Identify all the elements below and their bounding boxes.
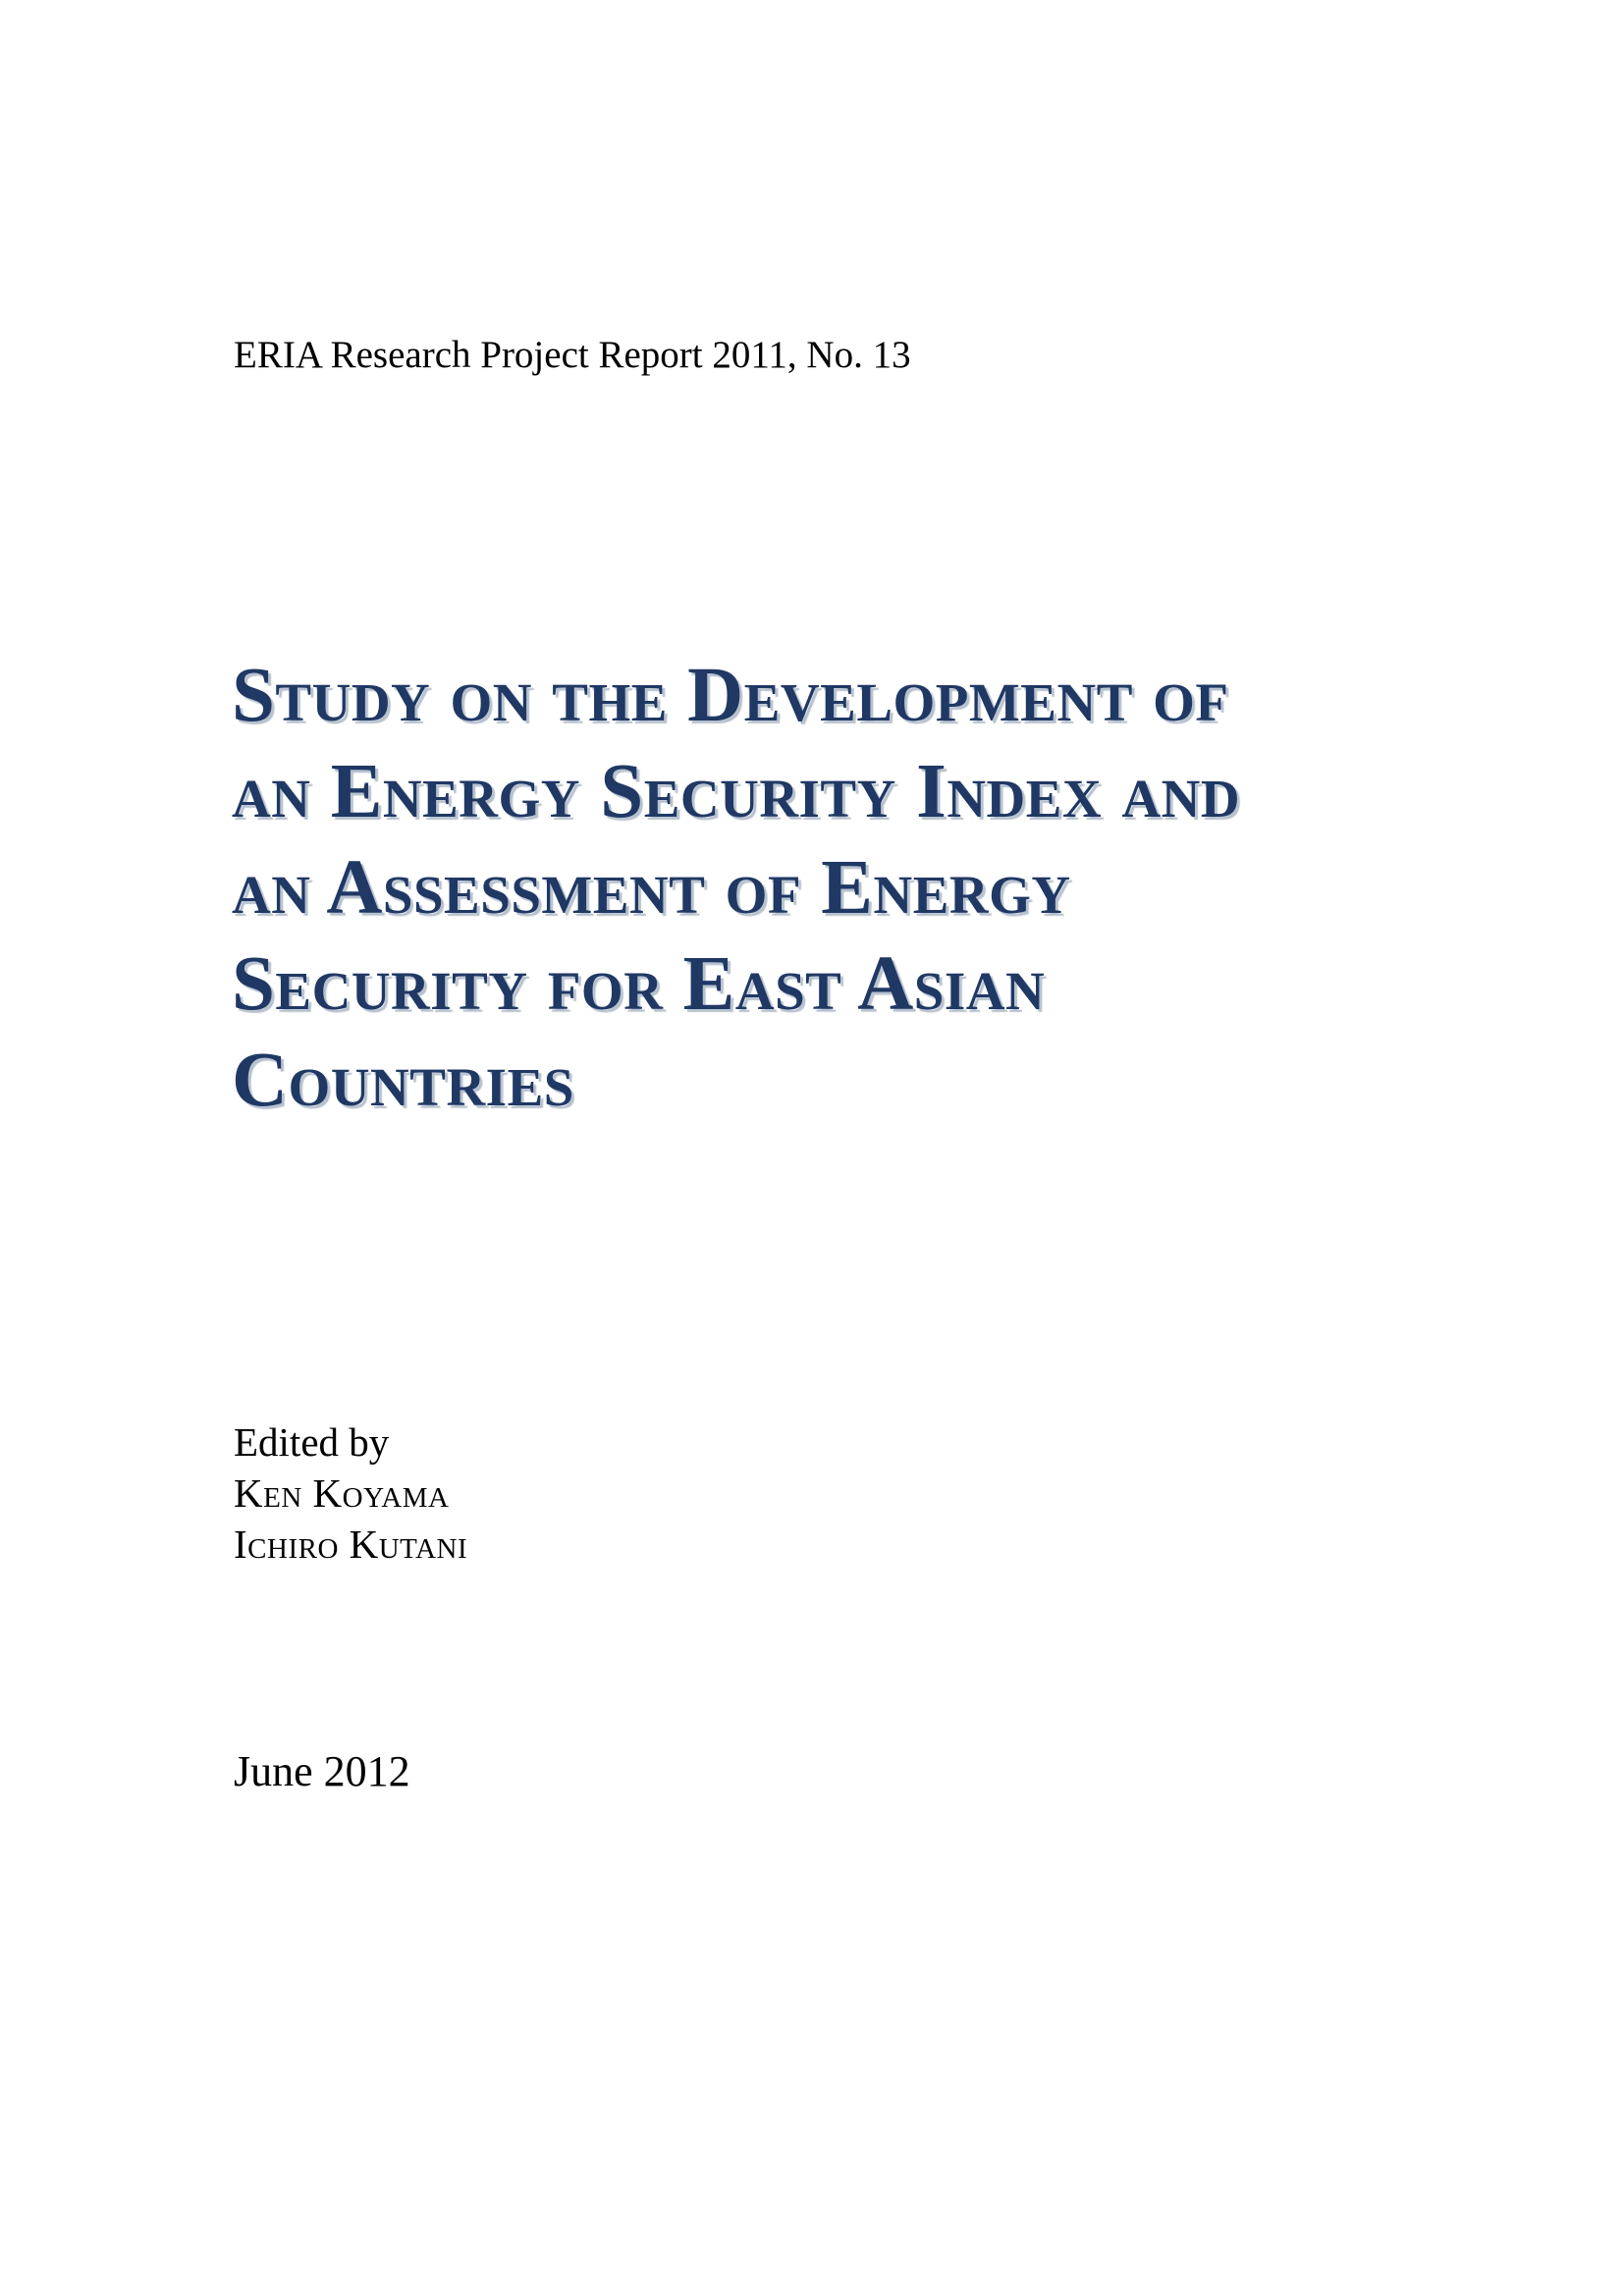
title-line: Countries	[232, 1038, 574, 1123]
title-line: an Energy Security Index and	[232, 749, 1241, 834]
title-line: Security for East Asian	[232, 941, 1046, 1027]
editor-name: Ken Koyama	[234, 1470, 450, 1516]
editors-block	[234, 1416, 467, 1570]
title-line: Study on the Development of	[232, 653, 1229, 738]
title-line: an Assessment of Energy	[232, 845, 1071, 931]
publication-date: June 2012	[234, 1747, 410, 1795]
edited-by-label: Edited by	[234, 1419, 390, 1465]
report-title	[232, 648, 1410, 1129]
editor-name: Ichiro Kutani	[234, 1522, 468, 1567]
report-series: ERIA Research Project Report 2011, No. 13	[234, 334, 911, 376]
